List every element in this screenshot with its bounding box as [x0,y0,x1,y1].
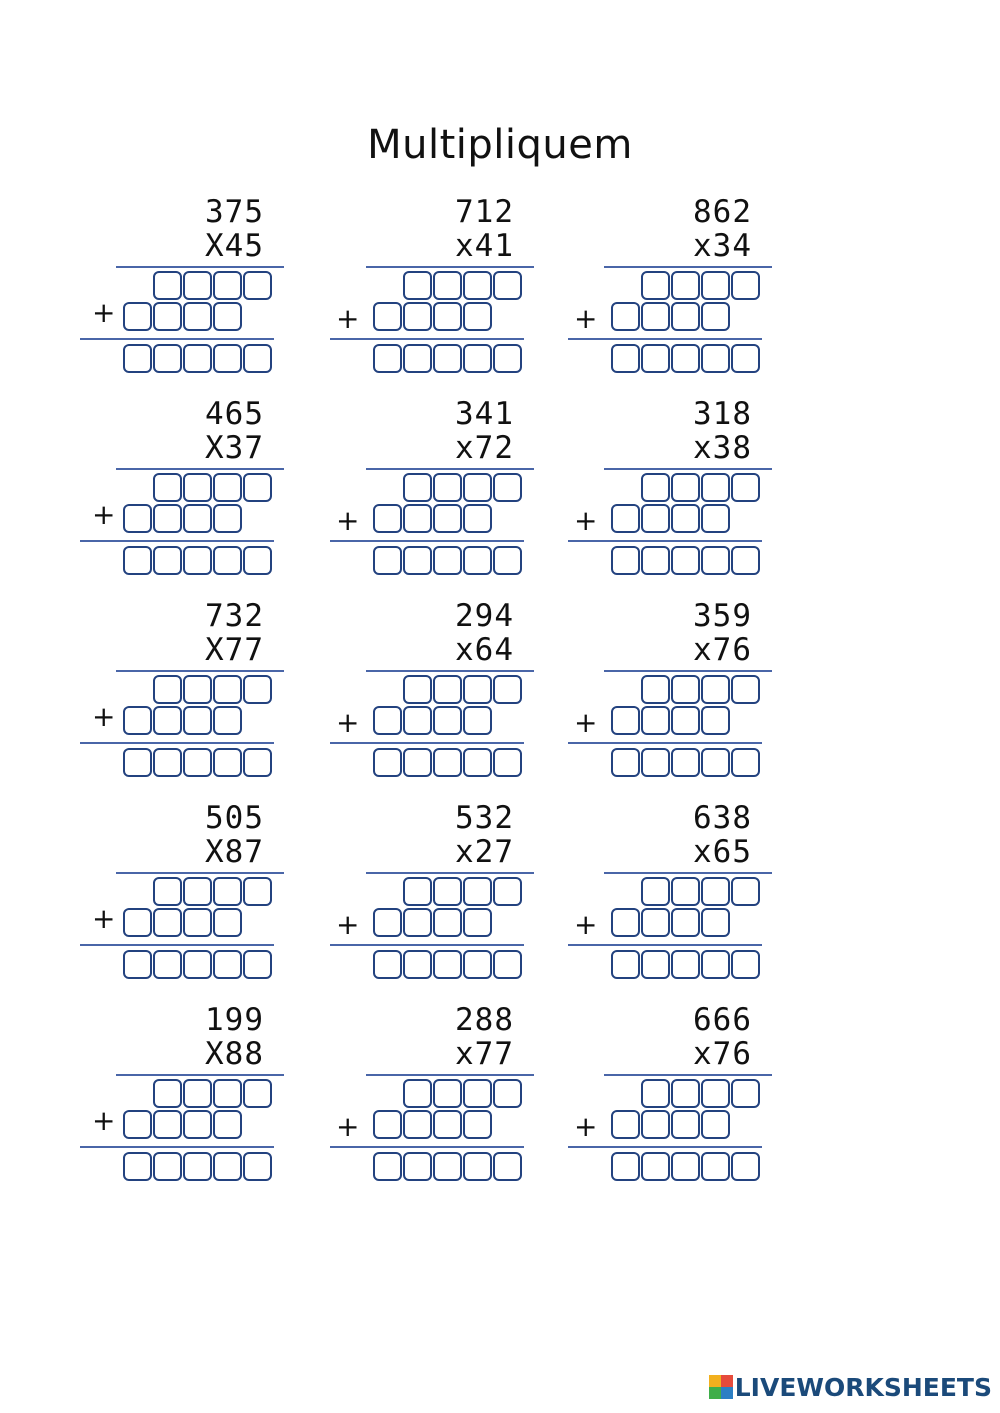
partial-product-2-digit-box[interactable] [183,706,212,735]
result-digit-box[interactable] [671,950,700,979]
sum-line [80,742,274,744]
partial-product-1-digit-box[interactable] [493,1079,522,1108]
partial-product-2-digit-box[interactable] [701,706,730,735]
product-line [366,670,534,672]
multiplication-problem [330,1003,560,1188]
multiplier: x72 [455,430,514,466]
partial-product-1-digit-box[interactable] [213,271,242,300]
result-digit-box[interactable] [463,748,492,777]
partial-product-1-digit-box[interactable] [153,1079,182,1108]
result-digit-box[interactable] [403,1152,432,1181]
plus-sign: + [574,706,598,739]
partial-product-1-digit-box[interactable] [183,877,212,906]
multiplicand: 666 [693,1002,752,1038]
product-line [116,468,284,470]
result-digit-box[interactable] [611,546,640,575]
result-digit-box[interactable] [731,1152,760,1181]
partial-product-2-digit-box[interactable] [153,908,182,937]
partial-product-1-digit-box[interactable] [701,473,730,502]
partial-product-2-digit-box[interactable] [403,302,432,331]
result-digit-box[interactable] [373,748,402,777]
partial-product-1-digit-box[interactable] [153,877,182,906]
partial-product-2-digit-box[interactable] [611,302,640,331]
multiplicand: 375 [205,194,264,230]
partial-product-1-digit-box[interactable] [641,271,670,300]
result-digit-box[interactable] [183,344,212,373]
partial-product-2-digit-box[interactable] [433,504,462,533]
result-digit-box[interactable] [641,950,670,979]
result-digit-box[interactable] [183,950,212,979]
multiplicand: 318 [693,396,752,432]
result-digit-box[interactable] [611,950,640,979]
partial-product-1-digit-box[interactable] [641,1079,670,1108]
partial-product-2-digit-box[interactable] [701,1110,730,1139]
partial-product-1-digit-box[interactable] [433,675,462,704]
multiplication-problem [330,195,560,380]
multiplication-problem [80,801,310,986]
partial-product-2-digit-box[interactable] [183,302,212,331]
partial-product-1-digit-box[interactable] [493,877,522,906]
partial-product-2-digit-box[interactable] [641,302,670,331]
multiplier: X77 [205,632,264,668]
partial-product-2-digit-box[interactable] [403,908,432,937]
page-title: Multipliquem [367,122,633,168]
partial-product-2-digit-box[interactable] [183,504,212,533]
result-digit-box[interactable] [493,546,522,575]
result-digit-box[interactable] [463,1152,492,1181]
partial-product-2-digit-box[interactable] [183,1110,212,1139]
product-line [604,670,772,672]
partial-product-1-digit-box[interactable] [153,271,182,300]
partial-product-1-digit-box[interactable] [433,271,462,300]
result-digit-box[interactable] [243,1152,272,1181]
sum-line [568,742,762,744]
product-line [604,468,772,470]
multiplier: x34 [693,228,752,264]
partial-product-1-digit-box[interactable] [641,877,670,906]
multiplier: x38 [693,430,752,466]
partial-product-1-digit-box[interactable] [153,675,182,704]
plus-sign: + [92,498,116,531]
result-digit-box[interactable] [671,748,700,777]
multiplicand: 732 [205,598,264,634]
sum-line [330,742,524,744]
logo-tile [721,1375,733,1387]
result-digit-box[interactable] [153,546,182,575]
partial-product-2-digit-box[interactable] [611,706,640,735]
partial-product-2-digit-box[interactable] [403,706,432,735]
multiplication-problem [568,397,798,582]
partial-product-2-digit-box[interactable] [671,706,700,735]
multiplicand: 359 [693,598,752,634]
partial-product-2-digit-box[interactable] [463,1110,492,1139]
sum-line [80,338,274,340]
multiplier: x27 [455,834,514,870]
partial-product-1-digit-box[interactable] [493,675,522,704]
partial-product-1-digit-box[interactable] [701,877,730,906]
result-digit-box[interactable] [243,546,272,575]
plus-sign: + [336,504,360,537]
result-digit-box[interactable] [641,748,670,777]
partial-product-1-digit-box[interactable] [731,271,760,300]
result-digit-box[interactable] [463,344,492,373]
result-digit-box[interactable] [701,950,730,979]
partial-product-2-digit-box[interactable] [403,504,432,533]
multiplication-problem [80,195,310,380]
result-digit-box[interactable] [123,344,152,373]
multiplier: x76 [693,1036,752,1072]
partial-product-2-digit-box[interactable] [611,1110,640,1139]
multiplicand: 638 [693,800,752,836]
result-digit-box[interactable] [701,1152,730,1181]
result-digit-box[interactable] [153,344,182,373]
multiplier: x77 [455,1036,514,1072]
brand-footer [709,1373,992,1401]
result-digit-box[interactable] [213,748,242,777]
multiplier: x41 [455,228,514,264]
partial-product-2-digit-box[interactable] [671,908,700,937]
product-line [366,468,534,470]
result-digit-box[interactable] [213,546,242,575]
result-digit-box[interactable] [433,344,462,373]
multiplication-problem [80,1003,310,1188]
result-digit-box[interactable] [433,748,462,777]
multiplier: x64 [455,632,514,668]
logo-tile [709,1387,721,1399]
partial-product-2-digit-box[interactable] [701,504,730,533]
multiplication-problem [330,397,560,582]
partial-product-1-digit-box[interactable] [183,675,212,704]
partial-product-2-digit-box[interactable] [153,504,182,533]
product-line [366,266,534,268]
product-line [604,266,772,268]
multiplier: x65 [693,834,752,870]
partial-product-2-digit-box[interactable] [123,302,152,331]
partial-product-1-digit-box[interactable] [153,473,182,502]
sum-line [568,338,762,340]
partial-product-2-digit-box[interactable] [373,908,402,937]
multiplicand: 341 [455,396,514,432]
logo-tile [721,1387,733,1399]
result-digit-box[interactable] [183,748,212,777]
result-digit-box[interactable] [463,950,492,979]
plus-sign: + [574,1110,598,1143]
partial-product-1-digit-box[interactable] [493,271,522,300]
result-digit-box[interactable] [641,1152,670,1181]
result-digit-box[interactable] [403,748,432,777]
product-line [116,266,284,268]
partial-product-1-digit-box[interactable] [183,1079,212,1108]
multiplicand: 288 [455,1002,514,1038]
result-digit-box[interactable] [373,950,402,979]
partial-product-2-digit-box[interactable] [123,504,152,533]
sum-line [80,1146,274,1148]
partial-product-2-digit-box[interactable] [153,302,182,331]
partial-product-2-digit-box[interactable] [701,302,730,331]
partial-product-1-digit-box[interactable] [463,1079,492,1108]
plus-sign: + [92,1104,116,1137]
multiplicand: 465 [205,396,264,432]
result-digit-box[interactable] [213,1152,242,1181]
result-digit-box[interactable] [403,546,432,575]
result-digit-box[interactable] [493,950,522,979]
partial-product-1-digit-box[interactable] [701,1079,730,1108]
partial-product-1-digit-box[interactable] [183,271,212,300]
result-digit-box[interactable] [493,748,522,777]
result-digit-box[interactable] [433,1152,462,1181]
partial-product-2-digit-box[interactable] [611,908,640,937]
result-digit-box[interactable] [243,950,272,979]
partial-product-1-digit-box[interactable] [463,877,492,906]
multiplicand: 294 [455,598,514,634]
partial-product-1-digit-box[interactable] [213,675,242,704]
partial-product-2-digit-box[interactable] [671,1110,700,1139]
result-digit-box[interactable] [611,748,640,777]
plus-sign: + [574,302,598,335]
result-digit-box[interactable] [641,344,670,373]
result-digit-box[interactable] [611,344,640,373]
product-line [116,670,284,672]
multiplication-problem [330,599,560,784]
result-digit-box[interactable] [153,950,182,979]
partial-product-2-digit-box[interactable] [671,504,700,533]
result-digit-box[interactable] [243,748,272,777]
plus-sign: + [92,296,116,329]
multiplier: x76 [693,632,752,668]
partial-product-2-digit-box[interactable] [641,706,670,735]
partial-product-1-digit-box[interactable] [183,473,212,502]
partial-product-2-digit-box[interactable] [123,908,152,937]
sum-line [330,1146,524,1148]
sum-line [568,540,762,542]
multiplicand: 712 [455,194,514,230]
multiplication-problem [568,1003,798,1188]
plus-sign: + [92,700,116,733]
result-digit-box[interactable] [243,344,272,373]
partial-product-1-digit-box[interactable] [671,1079,700,1108]
partial-product-1-digit-box[interactable] [701,271,730,300]
partial-product-1-digit-box[interactable] [213,877,242,906]
partial-product-1-digit-box[interactable] [493,473,522,502]
result-digit-box[interactable] [123,546,152,575]
partial-product-1-digit-box[interactable] [701,675,730,704]
partial-product-1-digit-box[interactable] [731,877,760,906]
result-digit-box[interactable] [671,1152,700,1181]
partial-product-1-digit-box[interactable] [433,1079,462,1108]
partial-product-2-digit-box[interactable] [463,908,492,937]
liveworksheets-logo-icon [709,1375,733,1399]
partial-product-1-digit-box[interactable] [463,675,492,704]
partial-product-1-digit-box[interactable] [731,675,760,704]
partial-product-2-digit-box[interactable] [463,504,492,533]
result-digit-box[interactable] [373,546,402,575]
result-digit-box[interactable] [433,546,462,575]
multiplier: X37 [205,430,264,466]
plus-sign: + [336,706,360,739]
multiplication-problem [568,599,798,784]
result-digit-box[interactable] [433,950,462,979]
partial-product-1-digit-box[interactable] [243,1079,272,1108]
plus-sign: + [336,908,360,941]
product-line [116,1074,284,1076]
multiplication-problem [568,801,798,986]
sum-line [330,338,524,340]
sum-line [330,540,524,542]
result-digit-box[interactable] [641,546,670,575]
partial-product-1-digit-box[interactable] [243,473,272,502]
partial-product-1-digit-box[interactable] [641,473,670,502]
partial-product-1-digit-box[interactable] [213,1079,242,1108]
partial-product-1-digit-box[interactable] [731,473,760,502]
partial-product-2-digit-box[interactable] [373,302,402,331]
result-digit-box[interactable] [493,1152,522,1181]
partial-product-1-digit-box[interactable] [403,473,432,502]
result-digit-box[interactable] [463,546,492,575]
result-digit-box[interactable] [731,748,760,777]
partial-product-2-digit-box[interactable] [153,1110,182,1139]
partial-product-1-digit-box[interactable] [243,675,272,704]
partial-product-2-digit-box[interactable] [153,706,182,735]
result-digit-box[interactable] [671,344,700,373]
logo-tile [709,1375,721,1387]
result-digit-box[interactable] [213,950,242,979]
partial-product-2-digit-box[interactable] [463,706,492,735]
product-line [604,872,772,874]
result-digit-box[interactable] [373,1152,402,1181]
partial-product-2-digit-box[interactable] [403,1110,432,1139]
partial-product-1-digit-box[interactable] [213,473,242,502]
result-digit-box[interactable] [213,344,242,373]
partial-product-2-digit-box[interactable] [671,302,700,331]
product-line [604,1074,772,1076]
partial-product-2-digit-box[interactable] [123,706,152,735]
multiplication-problem [568,195,798,380]
partial-product-2-digit-box[interactable] [611,504,640,533]
result-digit-box[interactable] [403,950,432,979]
partial-product-2-digit-box[interactable] [373,1110,402,1139]
partial-product-1-digit-box[interactable] [671,877,700,906]
partial-product-2-digit-box[interactable] [213,908,242,937]
multiplier: X45 [205,228,264,264]
partial-product-1-digit-box[interactable] [641,675,670,704]
partial-product-2-digit-box[interactable] [373,706,402,735]
result-digit-box[interactable] [183,546,212,575]
partial-product-1-digit-box[interactable] [243,877,272,906]
partial-product-1-digit-box[interactable] [671,271,700,300]
partial-product-1-digit-box[interactable] [403,271,432,300]
multiplication-problem [330,801,560,986]
partial-product-2-digit-box[interactable] [183,908,212,937]
plus-sign: + [336,1110,360,1143]
partial-product-2-digit-box[interactable] [433,1110,462,1139]
multiplicand: 862 [693,194,752,230]
sum-line [568,944,762,946]
result-digit-box[interactable] [701,748,730,777]
sum-line [330,944,524,946]
partial-product-1-digit-box[interactable] [731,1079,760,1108]
multiplicand: 505 [205,800,264,836]
plus-sign: + [92,902,116,935]
multiplication-problem [80,599,310,784]
brand-name: LIVEWORKSHEETS [734,1372,992,1402]
partial-product-2-digit-box[interactable] [433,908,462,937]
partial-product-2-digit-box[interactable] [213,504,242,533]
result-digit-box[interactable] [493,344,522,373]
plus-sign: + [336,302,360,335]
result-digit-box[interactable] [731,344,760,373]
result-digit-box[interactable] [731,950,760,979]
partial-product-1-digit-box[interactable] [403,877,432,906]
partial-product-2-digit-box[interactable] [123,1110,152,1139]
partial-product-1-digit-box[interactable] [403,675,432,704]
partial-product-1-digit-box[interactable] [403,1079,432,1108]
result-digit-box[interactable] [153,1152,182,1181]
result-digit-box[interactable] [373,344,402,373]
product-line [366,1074,534,1076]
sum-line [80,540,274,542]
result-digit-box[interactable] [183,1152,212,1181]
partial-product-2-digit-box[interactable] [641,504,670,533]
plus-sign: + [574,908,598,941]
multiplication-problem [80,397,310,582]
partial-product-2-digit-box[interactable] [213,706,242,735]
result-digit-box[interactable] [403,344,432,373]
result-digit-box[interactable] [611,1152,640,1181]
partial-product-2-digit-box[interactable] [641,1110,670,1139]
sum-line [80,944,274,946]
partial-product-2-digit-box[interactable] [213,1110,242,1139]
partial-product-1-digit-box[interactable] [671,473,700,502]
partial-product-2-digit-box[interactable] [213,302,242,331]
result-digit-box[interactable] [123,950,152,979]
partial-product-2-digit-box[interactable] [433,302,462,331]
result-digit-box[interactable] [123,1152,152,1181]
partial-product-1-digit-box[interactable] [671,675,700,704]
result-digit-box[interactable] [701,344,730,373]
result-digit-box[interactable] [701,546,730,575]
partial-product-2-digit-box[interactable] [641,908,670,937]
multiplier: X88 [205,1036,264,1072]
multiplicand: 199 [205,1002,264,1038]
partial-product-1-digit-box[interactable] [243,271,272,300]
partial-product-2-digit-box[interactable] [463,302,492,331]
partial-product-2-digit-box[interactable] [373,504,402,533]
result-digit-box[interactable] [671,546,700,575]
partial-product-1-digit-box[interactable] [433,877,462,906]
partial-product-1-digit-box[interactable] [463,473,492,502]
partial-product-1-digit-box[interactable] [433,473,462,502]
result-digit-box[interactable] [153,748,182,777]
product-line [366,872,534,874]
multiplicand: 532 [455,800,514,836]
partial-product-1-digit-box[interactable] [463,271,492,300]
result-digit-box[interactable] [731,546,760,575]
partial-product-2-digit-box[interactable] [433,706,462,735]
result-digit-box[interactable] [123,748,152,777]
product-line [116,872,284,874]
partial-product-2-digit-box[interactable] [701,908,730,937]
plus-sign: + [574,504,598,537]
multiplier: X87 [205,834,264,870]
sum-line [568,1146,762,1148]
